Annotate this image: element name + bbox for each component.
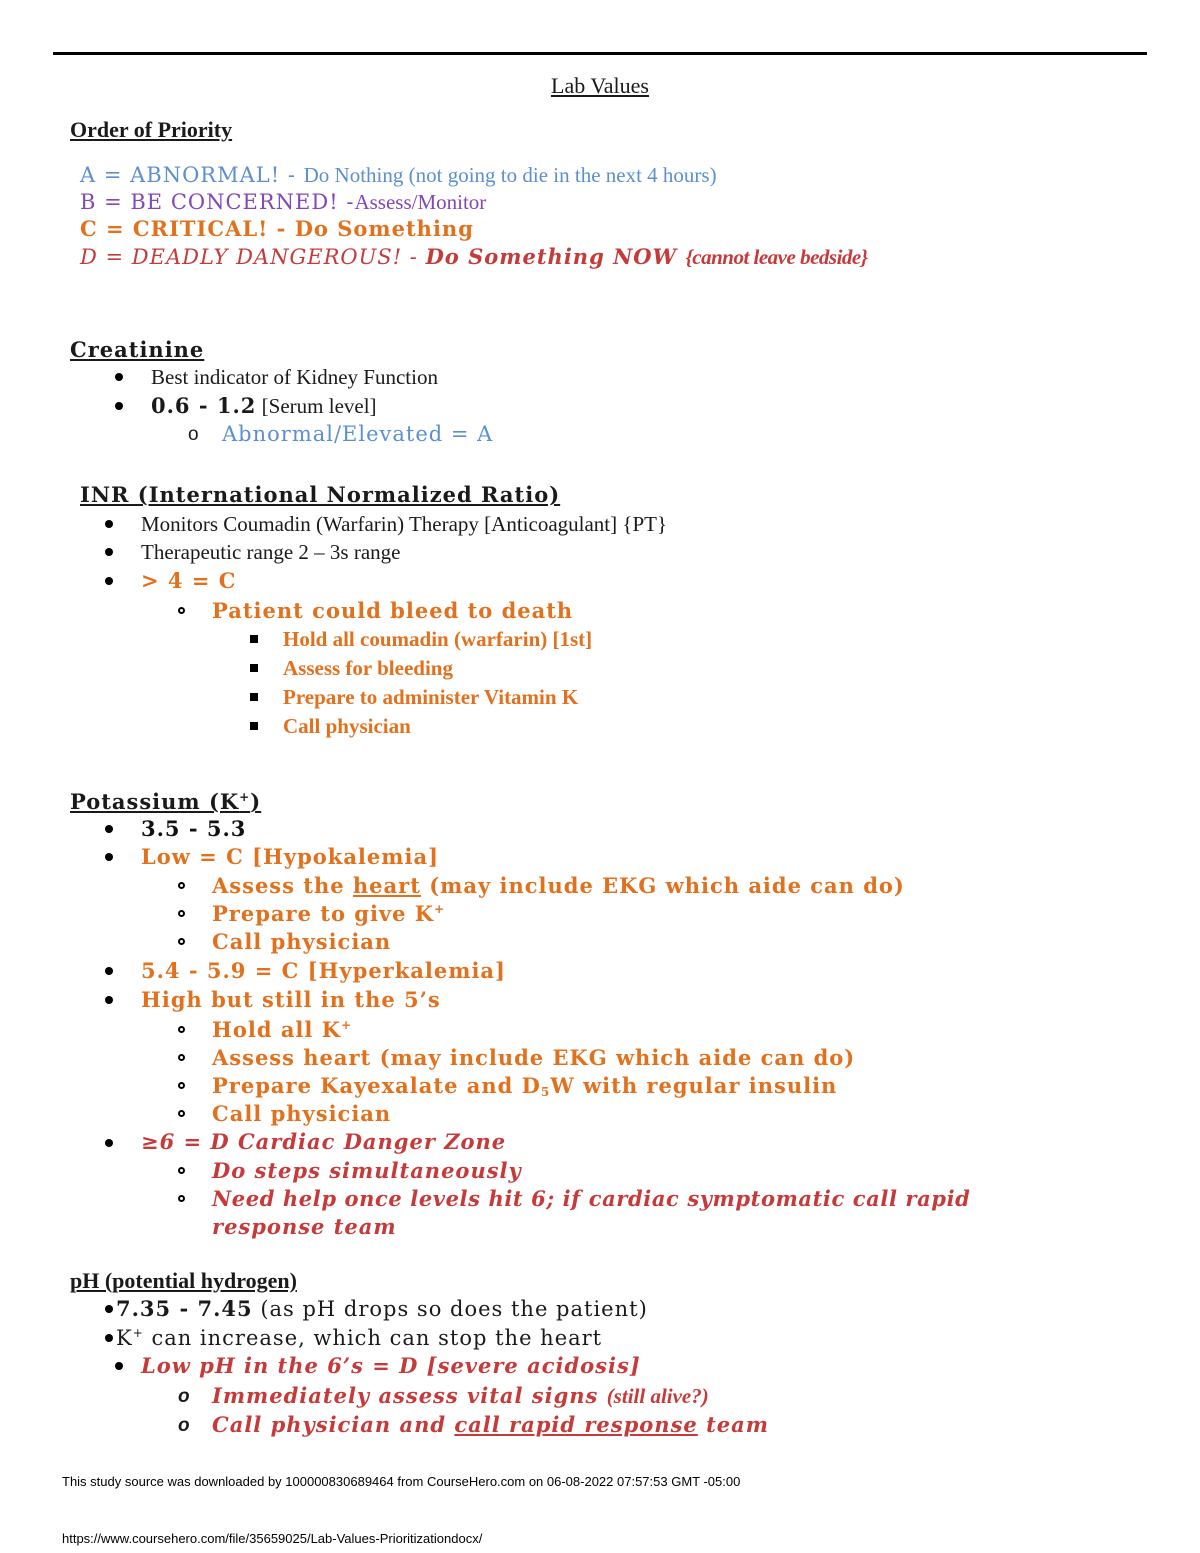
potassium-high-sub-1-text: Hold all K bbox=[212, 1017, 341, 1042]
circle-bullet-icon bbox=[178, 1054, 185, 1061]
potassium-low-sub-1 bbox=[212, 872, 905, 900]
bullet-icon bbox=[115, 402, 123, 410]
priority-heading: Order of Priority bbox=[70, 117, 233, 142]
ph-item-1 bbox=[116, 1295, 648, 1323]
inr-step-4: Call physician bbox=[283, 714, 411, 738]
circle-bullet-icon bbox=[178, 1026, 185, 1033]
potassium-low-sub-2 bbox=[212, 900, 445, 928]
potassium-high-sub-1-sup: + bbox=[340, 1018, 353, 1032]
inr-step-2: Assess for bleeding bbox=[283, 656, 453, 680]
creatinine-heading: Creatinine bbox=[70, 337, 205, 362]
bullet-icon bbox=[105, 1139, 113, 1147]
ph-sub-1 bbox=[212, 1382, 709, 1410]
potassium-low-sub-2-sup: + bbox=[434, 902, 446, 916]
priority-d-action: Do Something NOW bbox=[425, 244, 686, 269]
potassium-item-3: 5.4 - 5.9 = C [Hyperkalemia] bbox=[141, 958, 506, 983]
circle-bullet-icon bbox=[178, 882, 185, 889]
potassium-d-sub-2-line-2: response team bbox=[212, 1214, 397, 1239]
ph-item-2-sup: + bbox=[132, 1326, 144, 1340]
potassium-low-sub-3: Call physician bbox=[212, 929, 392, 954]
potassium-item-2: Low = C [Hypokalemia] bbox=[141, 844, 439, 869]
ph-sub-2-a: Call physician and bbox=[212, 1412, 455, 1437]
inr-item-1: Monitors Coumadin (Warfarin) Therapy [Anticoagulant] {PT} bbox=[141, 512, 668, 536]
priority-d-line bbox=[80, 243, 868, 271]
potassium-high-sub-3-b: W with regular insulin bbox=[550, 1073, 838, 1098]
bullet-icon bbox=[105, 577, 113, 585]
square-bullet-icon bbox=[250, 722, 258, 730]
circle-bullet-icon bbox=[178, 607, 185, 614]
potassium-item-1: 3.5 - 5.3 bbox=[141, 816, 247, 841]
potassium-low-sub-1-a: Assess the bbox=[212, 873, 353, 898]
creatinine-item-1: Best indicator of Kidney Function bbox=[151, 365, 438, 389]
ph-sub-2 bbox=[212, 1411, 769, 1439]
bullet-icon bbox=[105, 853, 113, 861]
priority-a-label: A = ABNORMAL! - bbox=[80, 163, 304, 187]
creatinine-range-note: [Serum level] bbox=[256, 394, 377, 418]
circle-bullet-icon: o bbox=[178, 1386, 190, 1407]
potassium-heading-end: ) bbox=[250, 789, 262, 814]
ph-heading: pH (potential hydrogen) bbox=[70, 1268, 297, 1293]
bullet-icon bbox=[115, 373, 123, 381]
inr-sub-1: Patient could bleed to death bbox=[212, 598, 574, 623]
priority-d-label: D = DEADLY DANGEROUS! - bbox=[80, 245, 426, 269]
creatinine-sub-1: Abnormal/Elevated = A bbox=[222, 422, 494, 446]
footer-source-line: This study source was downloaded by 100000830689464 from CourseHero.com on 06-08-2022 07:57:53 GMT -05:00 bbox=[62, 1474, 741, 1489]
bullet-icon bbox=[105, 996, 113, 1004]
square-bullet-icon bbox=[250, 693, 258, 701]
ph-sub-1-a: Immediately assess vital signs bbox=[212, 1383, 607, 1408]
circle-bullet-icon: o bbox=[188, 424, 199, 445]
bullet-icon bbox=[115, 1362, 123, 1370]
ph-item-3: Low pH in the 6’s = D [severe acidosis] bbox=[141, 1353, 641, 1378]
bullet-icon bbox=[105, 967, 113, 975]
potassium-high-sub-3 bbox=[212, 1072, 837, 1100]
ph-item-1-range: 7.35 - 7.45 bbox=[116, 1296, 253, 1321]
square-bullet-icon bbox=[250, 664, 258, 672]
potassium-high-sub-1 bbox=[212, 1016, 352, 1044]
circle-bullet-icon bbox=[178, 1167, 185, 1174]
potassium-high-sub-2: Assess heart (may include EKG which aide can do) bbox=[212, 1045, 856, 1070]
top-rule bbox=[53, 52, 1147, 55]
square-bullet-icon bbox=[250, 635, 258, 643]
bullet-icon bbox=[105, 1305, 113, 1313]
circle-bullet-icon bbox=[178, 1110, 185, 1117]
priority-b-text: Assess/Monitor bbox=[354, 190, 487, 214]
inr-item-2: Therapeutic range 2 – 3s range bbox=[141, 540, 401, 564]
potassium-low-sub-1-heart: heart bbox=[352, 873, 421, 898]
potassium-low-sub-2-text: Prepare to give K bbox=[212, 901, 435, 926]
priority-a-line bbox=[80, 161, 717, 189]
ph-sub-1-b: (still alive?) bbox=[606, 1384, 709, 1408]
potassium-d-sub-1: Do steps simultaneously bbox=[212, 1158, 522, 1183]
potassium-heading-sup: + bbox=[239, 790, 251, 804]
priority-c-line: C = CRITICAL! - Do Something bbox=[80, 216, 474, 241]
creatinine-range: 0.6 - 1.2 bbox=[151, 393, 257, 418]
potassium-item-4: High but still in the 5’s bbox=[141, 987, 441, 1012]
potassium-high-sub-4: Call physician bbox=[212, 1101, 392, 1126]
inr-heading: INR (International Normalized Ratio) bbox=[80, 482, 561, 507]
priority-d-note: {cannot leave bedside} bbox=[685, 245, 868, 269]
potassium-high-sub-3-sub: 5 bbox=[540, 1085, 551, 1099]
inr-item-3: > 4 = C bbox=[141, 568, 237, 593]
potassium-high-sub-3-a: Prepare Kayexalate and D bbox=[212, 1073, 541, 1098]
bullet-icon bbox=[105, 548, 113, 556]
inr-step-3: Prepare to administer Vitamin K bbox=[283, 685, 579, 709]
ph-sub-2-b: team bbox=[697, 1412, 769, 1437]
potassium-heading-text: Potassium (K bbox=[70, 789, 240, 814]
circle-bullet-icon bbox=[178, 1195, 185, 1202]
priority-b-line bbox=[80, 188, 486, 216]
ph-item-2 bbox=[116, 1324, 602, 1352]
potassium-heading bbox=[70, 788, 261, 816]
circle-bullet-icon bbox=[178, 910, 185, 917]
potassium-d-sub-2-line-1: Need help once levels hit 6; if cardiac symptomatic call rapid bbox=[212, 1186, 971, 1211]
bullet-icon bbox=[105, 825, 113, 833]
page-title: Lab Values bbox=[551, 73, 649, 98]
creatinine-item-2 bbox=[151, 392, 377, 420]
priority-b-label: B = BE CONCERNED! - bbox=[80, 190, 355, 214]
ph-sub-2-link: call rapid response bbox=[454, 1412, 698, 1437]
priority-a-text: Do Nothing (not going to die in the next 4 hours) bbox=[303, 163, 717, 187]
bullet-icon bbox=[105, 1334, 113, 1342]
circle-bullet-icon: o bbox=[178, 1415, 190, 1436]
ph-item-2-k: K bbox=[116, 1326, 133, 1350]
footer-url[interactable]: https://www.coursehero.com/file/35659025/Lab-Values-Prioritizationdocx/ bbox=[62, 1531, 483, 1546]
circle-bullet-icon bbox=[178, 938, 185, 945]
circle-bullet-icon bbox=[178, 1082, 185, 1089]
potassium-item-5: ≥6 = D Cardiac Danger Zone bbox=[141, 1129, 507, 1154]
inr-step-1: Hold all coumadin (warfarin) [1st] bbox=[283, 627, 593, 651]
potassium-low-sub-1-b: (may include EKG which aide can do) bbox=[420, 873, 905, 898]
ph-item-2-text: can increase, which can stop the heart bbox=[143, 1326, 603, 1350]
bullet-icon bbox=[105, 520, 113, 528]
ph-item-1-note: (as pH drops so does the patient) bbox=[252, 1297, 648, 1321]
